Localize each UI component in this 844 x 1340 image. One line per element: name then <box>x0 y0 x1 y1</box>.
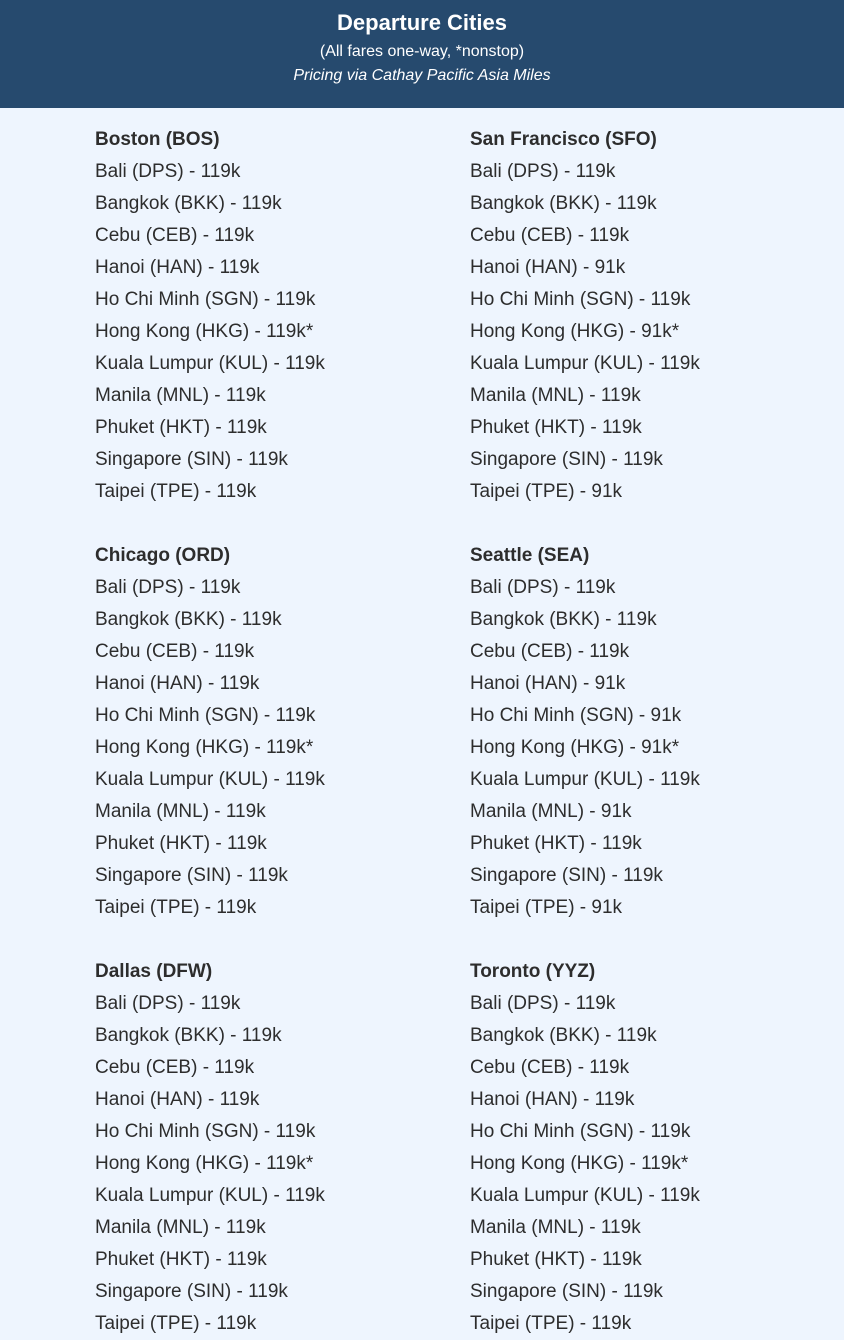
fare-line: Bali (DPS) - 119k <box>470 577 616 598</box>
city-block <box>95 540 470 924</box>
fare-line: Hanoi (HAN) - 119k <box>470 1089 635 1110</box>
city-block <box>95 956 470 1340</box>
fare-line: Bali (DPS) - 119k <box>470 161 616 182</box>
fare-line: Hong Kong (HKG) - 119k* <box>95 737 314 758</box>
fare-line: Bangkok (BKK) - 119k <box>95 1025 282 1046</box>
fare-line: Singapore (SIN) - 119k <box>470 1281 663 1302</box>
pricing-note: Pricing via Cathay Pacific Asia Miles <box>293 67 551 84</box>
fare-line: Bali (DPS) - 119k <box>95 161 241 182</box>
fare-line: Hong Kong (HKG) - 119k* <box>470 1153 689 1174</box>
fare-line: Singapore (SIN) - 119k <box>470 449 663 470</box>
page-title: Departure Cities <box>337 10 507 35</box>
fare-line: Hanoi (HAN) - 119k <box>95 257 260 278</box>
fare-line: Manila (MNL) - 119k <box>470 385 641 406</box>
fare-line: Taipei (TPE) - 119k <box>95 897 257 918</box>
fare-line: Bali (DPS) - 119k <box>95 993 241 1014</box>
fare-line: Singapore (SIN) - 119k <box>470 865 663 886</box>
fare-line: Taipei (TPE) - 91k <box>470 481 623 502</box>
fare-line: Taipei (TPE) - 119k <box>95 1313 257 1334</box>
city-heading: Toronto (YYZ) <box>470 961 596 982</box>
fare-line: Kuala Lumpur (KUL) - 119k <box>470 353 700 374</box>
fare-line: Hanoi (HAN) - 91k <box>470 257 626 278</box>
fare-line: Bali (DPS) - 119k <box>470 993 616 1014</box>
fare-line: Manila (MNL) - 119k <box>95 801 266 822</box>
fare-line: Phuket (HKT) - 119k <box>470 417 642 438</box>
city-heading: Boston (BOS) <box>95 129 220 150</box>
fare-line: Ho Chi Minh (SGN) - 91k <box>470 705 682 726</box>
city-block <box>470 956 844 1340</box>
fare-line: Taipei (TPE) - 119k <box>470 1313 632 1334</box>
fare-line: Hanoi (HAN) - 119k <box>95 673 260 694</box>
city-block <box>470 124 844 508</box>
fare-line: Hong Kong (HKG) - 91k* <box>470 321 680 342</box>
fare-line: Manila (MNL) - 119k <box>95 385 266 406</box>
fare-line: Hanoi (HAN) - 91k <box>470 673 626 694</box>
fare-line: Phuket (HKT) - 119k <box>470 833 642 854</box>
fare-line: Hong Kong (HKG) - 91k* <box>470 737 680 758</box>
fare-line: Phuket (HKT) - 119k <box>95 417 267 438</box>
fare-line: Ho Chi Minh (SGN) - 119k <box>95 289 316 310</box>
fare-line: Hanoi (HAN) - 119k <box>95 1089 260 1110</box>
fare-line: Ho Chi Minh (SGN) - 119k <box>95 705 316 726</box>
city-heading: Chicago (ORD) <box>95 545 231 566</box>
city-block <box>470 540 844 924</box>
fare-line: Bangkok (BKK) - 119k <box>470 193 657 214</box>
fare-line: Bangkok (BKK) - 119k <box>470 609 657 630</box>
fare-line: Singapore (SIN) - 119k <box>95 1281 288 1302</box>
fare-line: Bali (DPS) - 119k <box>95 577 241 598</box>
fare-line: Kuala Lumpur (KUL) - 119k <box>95 1185 325 1206</box>
fare-line: Cebu (CEB) - 119k <box>95 641 255 662</box>
page-header <box>0 0 844 108</box>
fare-line: Cebu (CEB) - 119k <box>470 1057 630 1078</box>
fare-line: Bangkok (BKK) - 119k <box>95 193 282 214</box>
fare-line: Singapore (SIN) - 119k <box>95 865 288 886</box>
fare-line: Kuala Lumpur (KUL) - 119k <box>470 1185 700 1206</box>
city-heading: Seattle (SEA) <box>470 545 590 566</box>
fare-note: (All fares one-way, *nonstop) <box>319 43 525 60</box>
city-block <box>95 124 470 508</box>
fare-line: Manila (MNL) - 119k <box>95 1217 266 1238</box>
fare-line: Taipei (TPE) - 91k <box>470 897 623 918</box>
fare-line: Kuala Lumpur (KUL) - 119k <box>95 769 325 790</box>
fare-line: Manila (MNL) - 91k <box>470 801 632 822</box>
fare-line: Bangkok (BKK) - 119k <box>470 1025 657 1046</box>
fare-line: Hong Kong (HKG) - 119k* <box>95 1153 314 1174</box>
city-heading: Dallas (DFW) <box>95 961 213 982</box>
fare-line: Kuala Lumpur (KUL) - 119k <box>470 769 700 790</box>
departure-city-grid <box>0 108 844 1340</box>
fare-line: Manila (MNL) - 119k <box>470 1217 641 1238</box>
fare-line: Cebu (CEB) - 119k <box>95 1057 255 1078</box>
fare-line: Ho Chi Minh (SGN) - 119k <box>95 1121 316 1142</box>
fare-line: Ho Chi Minh (SGN) - 119k <box>470 289 691 310</box>
fare-line: Ho Chi Minh (SGN) - 119k <box>470 1121 691 1142</box>
fare-line: Phuket (HKT) - 119k <box>470 1249 642 1270</box>
fare-line: Taipei (TPE) - 119k <box>95 481 257 502</box>
fare-line: Cebu (CEB) - 119k <box>470 225 630 246</box>
fare-line: Bangkok (BKK) - 119k <box>95 609 282 630</box>
fare-line: Kuala Lumpur (KUL) - 119k <box>95 353 325 374</box>
fare-line: Cebu (CEB) - 119k <box>95 225 255 246</box>
city-heading: San Francisco (SFO) <box>470 129 657 150</box>
fare-line: Phuket (HKT) - 119k <box>95 1249 267 1270</box>
fare-line: Cebu (CEB) - 119k <box>470 641 630 662</box>
fare-line: Hong Kong (HKG) - 119k* <box>95 321 314 342</box>
fare-line: Phuket (HKT) - 119k <box>95 833 267 854</box>
fare-line: Singapore (SIN) - 119k <box>95 449 288 470</box>
